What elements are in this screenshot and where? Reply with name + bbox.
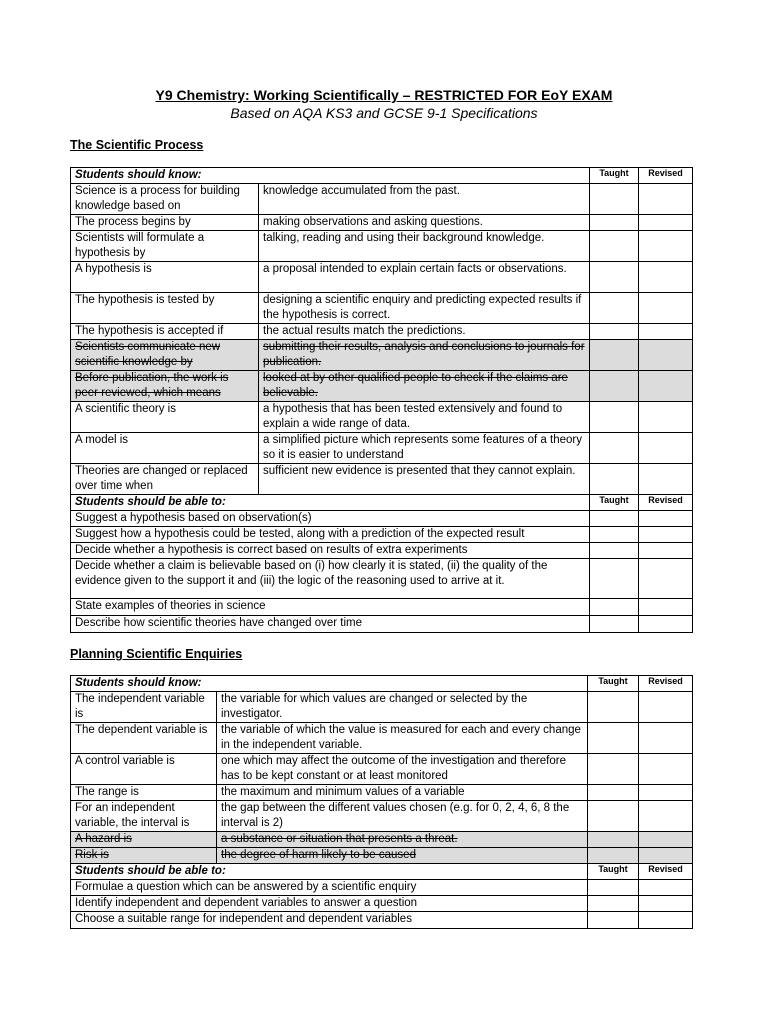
revised-checkbox-cell[interactable]: [639, 832, 693, 848]
able-row: [71, 511, 693, 527]
revised-checkbox-cell[interactable]: [639, 896, 693, 912]
know-definition: submitting their results, analysis and conclusions to journals for publication.: [259, 340, 590, 371]
taught-column-header: Taught: [588, 676, 639, 692]
taught-checkbox-cell[interactable]: [590, 616, 639, 633]
taught-checkbox-cell[interactable]: [588, 896, 639, 912]
revised-checkbox-cell[interactable]: [639, 184, 693, 215]
taught-checkbox-cell[interactable]: [590, 371, 639, 402]
know-definition: the degree of harm likely to be caused: [217, 848, 588, 864]
revised-column-header: Revised: [639, 676, 693, 692]
know-definition: the actual results match the predictions.: [259, 324, 590, 340]
know-row: [71, 801, 693, 832]
know-definition: the gap between the different values chosen (e.g. for 0, 2, 4, 6, 8 the interval is 2): [217, 801, 588, 832]
know-definition: knowledge accumulated from the past.: [259, 184, 590, 215]
know-row: [71, 433, 693, 464]
know-row: [71, 832, 693, 848]
know-definition: talking, reading and using their background knowledge.: [259, 231, 590, 262]
revised-column-header: Revised: [639, 168, 693, 184]
revised-checkbox-cell[interactable]: [639, 754, 693, 785]
able-header: Students should be able to:: [71, 495, 590, 511]
taught-checkbox-cell[interactable]: [590, 559, 639, 599]
revised-checkbox-cell[interactable]: [639, 262, 693, 293]
revised-checkbox-cell[interactable]: [639, 880, 693, 896]
know-term: Risk is: [71, 848, 217, 864]
know-term: A scientific theory is: [71, 402, 259, 433]
able-statement: Describe how scientific theories have changed over time: [71, 616, 590, 633]
know-definition: the variable for which values are changed or selected by the investigator.: [217, 692, 588, 723]
taught-checkbox-cell[interactable]: [588, 785, 639, 801]
taught-checkbox-cell[interactable]: [590, 293, 639, 324]
know-header: Students should know:: [71, 676, 588, 692]
taught-checkbox-cell[interactable]: [588, 912, 639, 929]
know-definition: a hypothesis that has been tested extensively and found to explain a wide range of data.: [259, 402, 590, 433]
page-title: Y9 Chemistry: Working Scientifically – RESTRICTED FOR EoY EXAM: [155, 87, 613, 103]
know-definition: sufficient new evidence is presented that they cannot explain.: [259, 464, 590, 495]
able-row: [71, 543, 693, 559]
able-statement: State examples of theories in science: [71, 599, 590, 616]
revised-checkbox-cell[interactable]: [639, 433, 693, 464]
know-definition: a proposal intended to explain certain facts or observations.: [259, 262, 590, 293]
able-header-row: [71, 864, 693, 880]
able-header-row: [71, 495, 693, 511]
know-definition: one which may affect the outcome of the investigation and therefore has to be kept constant or at least monitored: [217, 754, 588, 785]
know-row: [71, 371, 693, 402]
page-subtitle: Based on AQA KS3 and GCSE 9-1 Specifications: [230, 105, 538, 121]
able-row: [71, 912, 693, 929]
able-row: [71, 559, 693, 599]
able-row: [71, 527, 693, 543]
know-header: Students should know:: [71, 168, 590, 184]
taught-checkbox-cell[interactable]: [590, 262, 639, 293]
know-header-row: [71, 168, 693, 184]
revised-checkbox-cell[interactable]: [639, 511, 693, 527]
know-definition: looked at by other qualified people to check if the claims are believable.: [259, 371, 590, 402]
revised-checkbox-cell[interactable]: [639, 324, 693, 340]
know-row: [71, 402, 693, 433]
know-term: The dependent variable is: [71, 723, 217, 754]
revised-checkbox-cell[interactable]: [639, 692, 693, 723]
know-row: [71, 464, 693, 495]
know-term: Scientists communicate new scientific knowledge by: [71, 340, 259, 371]
taught-column-header: Taught: [588, 864, 639, 880]
revised-checkbox-cell[interactable]: [639, 231, 693, 262]
taught-checkbox-cell[interactable]: [588, 848, 639, 864]
taught-checkbox-cell[interactable]: [590, 433, 639, 464]
know-definition: making observations and asking questions.: [259, 215, 590, 231]
able-statement: Suggest how a hypothesis could be tested, along with a prediction of the expected result: [71, 527, 590, 543]
know-row: [71, 324, 693, 340]
know-term: The range is: [71, 785, 217, 801]
taught-checkbox-cell[interactable]: [588, 723, 639, 754]
revised-checkbox-cell[interactable]: [639, 464, 693, 495]
know-term: A model is: [71, 433, 259, 464]
revised-checkbox-cell[interactable]: [639, 723, 693, 754]
taught-checkbox-cell[interactable]: [590, 543, 639, 559]
know-row: [71, 723, 693, 754]
able-statement: Choose a suitable range for independent and dependent variables: [71, 912, 588, 929]
revised-checkbox-cell[interactable]: [639, 371, 693, 402]
know-row: [71, 231, 693, 262]
taught-checkbox-cell[interactable]: [590, 231, 639, 262]
know-term: The hypothesis is tested by: [71, 293, 259, 324]
revised-checkbox-cell[interactable]: [639, 559, 693, 599]
know-definition: the maximum and minimum values of a variable: [217, 785, 588, 801]
know-term: The independent variable is: [71, 692, 217, 723]
revised-checkbox-cell[interactable]: [639, 599, 693, 616]
revised-checkbox-cell[interactable]: [639, 912, 693, 929]
revised-checkbox-cell[interactable]: [639, 293, 693, 324]
know-term: Before publication, the work is peer reviewed, which means: [71, 371, 259, 402]
able-statement: Decide whether a hypothesis is correct based on results of extra experiments: [71, 543, 590, 559]
know-term: Scientists will formulate a hypothesis by: [71, 231, 259, 262]
section-heading-planning-enquiries: Planning Scientific Enquiries: [70, 647, 243, 661]
know-definition: the variable of which the value is measured for each and every change in the independent variable.: [217, 723, 588, 754]
taught-checkbox-cell[interactable]: [590, 511, 639, 527]
taught-checkbox-cell[interactable]: [590, 527, 639, 543]
know-row: [71, 848, 693, 864]
taught-checkbox-cell[interactable]: [590, 215, 639, 231]
know-row: [71, 262, 693, 293]
know-term: Theories are changed or replaced over time when: [71, 464, 259, 495]
able-row: [71, 616, 693, 633]
know-term: For an independent variable, the interval is: [71, 801, 217, 832]
able-header: Students should be able to:: [71, 864, 588, 880]
scientific-process-table: [70, 167, 693, 633]
know-row: [71, 215, 693, 231]
know-row: [71, 692, 693, 723]
know-row: [71, 184, 693, 215]
revised-checkbox-cell[interactable]: [639, 402, 693, 433]
section-heading-scientific-process: The Scientific Process: [70, 138, 204, 152]
know-term: The hypothesis is accepted if: [71, 324, 259, 340]
able-statement: Identify independent and dependent variables to answer a question: [71, 896, 588, 912]
revised-column-header: Revised: [639, 864, 693, 880]
able-statement: Formulae a question which can be answered by a scientific enquiry: [71, 880, 588, 896]
taught-checkbox-cell[interactable]: [590, 184, 639, 215]
know-term: Science is a process for building knowledge based on: [71, 184, 259, 215]
revised-column-header: Revised: [639, 495, 693, 511]
taught-column-header: Taught: [590, 168, 639, 184]
planning-enquiries-table: [70, 675, 693, 929]
know-definition: designing a scientific enquiry and predicting expected results if the hypothesis is correct.: [259, 293, 590, 324]
revised-checkbox-cell[interactable]: [639, 215, 693, 231]
know-term: A control variable is: [71, 754, 217, 785]
able-row: [71, 896, 693, 912]
taught-checkbox-cell[interactable]: [590, 464, 639, 495]
taught-checkbox-cell[interactable]: [588, 692, 639, 723]
taught-checkbox-cell[interactable]: [588, 801, 639, 832]
able-row: [71, 599, 693, 616]
know-row: [71, 340, 693, 371]
revised-checkbox-cell[interactable]: [639, 785, 693, 801]
revised-checkbox-cell[interactable]: [639, 340, 693, 371]
know-row: [71, 785, 693, 801]
able-statement: Decide whether a claim is believable based on (i) how clearly it is stated, (ii) the quality of the evidence given to the support it and (iii) the logic of the reasoning used to arrive at it.: [71, 559, 590, 599]
taught-checkbox-cell[interactable]: [588, 832, 639, 848]
know-row: [71, 754, 693, 785]
know-definition: a simplified picture which represents some features of a theory so it is easier to understand: [259, 433, 590, 464]
taught-checkbox-cell[interactable]: [590, 402, 639, 433]
taught-checkbox-cell[interactable]: [590, 324, 639, 340]
revised-checkbox-cell[interactable]: [639, 543, 693, 559]
know-term: A hazard is: [71, 832, 217, 848]
know-row: [71, 293, 693, 324]
taught-checkbox-cell[interactable]: [588, 754, 639, 785]
revised-checkbox-cell[interactable]: [639, 801, 693, 832]
taught-checkbox-cell[interactable]: [590, 599, 639, 616]
revised-checkbox-cell[interactable]: [639, 527, 693, 543]
taught-column-header: Taught: [590, 495, 639, 511]
taught-checkbox-cell[interactable]: [590, 340, 639, 371]
able-row: [71, 880, 693, 896]
revised-checkbox-cell[interactable]: [639, 848, 693, 864]
know-term: The process begins by: [71, 215, 259, 231]
taught-checkbox-cell[interactable]: [588, 880, 639, 896]
know-header-row: [71, 676, 693, 692]
know-definition: a substance or situation that presents a threat.: [217, 832, 588, 848]
revised-checkbox-cell[interactable]: [639, 616, 693, 633]
able-statement: Suggest a hypothesis based on observation(s): [71, 511, 590, 527]
know-term: A hypothesis is: [71, 262, 259, 293]
